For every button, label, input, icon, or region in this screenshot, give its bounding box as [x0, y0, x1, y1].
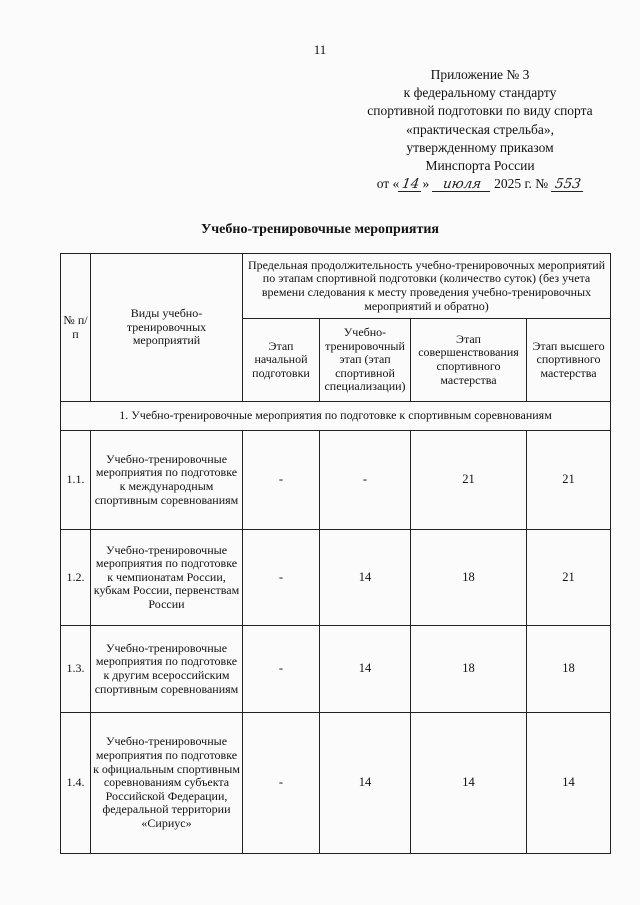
row-name: Учебно-тренировочные мероприятия по подготовке к международным спортивным соревнованиям	[91, 431, 243, 530]
stage-header: Учебно-тренировочный этап (этап спортивной специализации)	[320, 319, 411, 402]
row-value: 21	[527, 431, 611, 530]
appendix-line-4: «практическая стрельба»,	[406, 121, 554, 137]
document-title: Учебно-тренировочные мероприятия	[201, 222, 439, 237]
stage-header: Этап высшего спортивного мастерства	[527, 319, 611, 402]
date-prefix: от «	[376, 176, 400, 192]
appendix-header	[330, 66, 630, 193]
row-value: 14	[320, 713, 411, 854]
table-row	[61, 530, 611, 626]
row-value: 18	[411, 626, 527, 713]
table-row	[61, 431, 611, 530]
section-row	[61, 402, 611, 431]
date-mid: »	[422, 176, 433, 192]
row-value: -	[243, 431, 320, 530]
events-table	[60, 253, 611, 854]
row-value: 18	[411, 530, 527, 626]
row-number: 1.1.	[61, 431, 91, 530]
appendix-line-5: утвержденному приказом	[406, 139, 554, 155]
col-type-header: Виды учебно-тренировочных мероприятий	[91, 254, 243, 402]
table-header-row	[61, 254, 611, 319]
row-name: Учебно-тренировочные мероприятия по подготовке к другим всероссийским спортивным соревнованиям	[91, 626, 243, 713]
row-value: 21	[411, 431, 527, 530]
date-year: 2025 г. №	[490, 176, 552, 192]
row-name: Учебно-тренировочные мероприятия по подготовке к официальным спортивным соревнованиям субъекта Российской Федерации, федеральной территории «Сириус»	[91, 713, 243, 854]
page-number: 11	[313, 42, 327, 57]
row-number: 1.3.	[61, 626, 91, 713]
row-value: 14	[527, 713, 611, 854]
section-title: 1. Учебно-тренировочные мероприятия по подготовке к спортивным соревнованиям	[61, 402, 611, 431]
handwritten-month: июля	[432, 177, 492, 192]
row-value: -	[243, 626, 320, 713]
stage-header: Этап совершенствования спортивного мастерства	[411, 319, 527, 402]
row-number: 1.2.	[61, 530, 91, 626]
row-name: Учебно-тренировочные мероприятия по подготовке к чемпионатам России, кубкам России, первенствам России	[91, 530, 243, 626]
appendix-line-6: Минспорта России	[425, 158, 535, 174]
handwritten-day: 14	[398, 177, 423, 192]
table-row	[61, 626, 611, 713]
table-row	[61, 713, 611, 854]
row-value: -	[243, 530, 320, 626]
col-number-header: № п/п	[61, 254, 91, 402]
appendix-line-2: к федеральному стандарту	[403, 85, 557, 101]
row-value: 21	[527, 530, 611, 626]
row-value: 14	[411, 713, 527, 854]
row-value: 14	[320, 530, 411, 626]
col-group-header: Предельная продолжительность учебно-тренировочных мероприятий по этапам спортивной подготовки (количество суток) (без учета времени следования к месту проведения учебно-тренировочных мероприятий и обратно)	[243, 254, 611, 319]
row-number: 1.4.	[61, 713, 91, 854]
row-value: -	[243, 713, 320, 854]
appendix-line-3: спортивной подготовки по виду спорта	[367, 103, 593, 119]
row-value: 14	[320, 626, 411, 713]
stage-header: Этап начальной подготовки	[243, 319, 320, 402]
appendix-line-1: Приложение № 3	[430, 67, 530, 82]
row-value: 18	[527, 626, 611, 713]
order-date-line	[330, 175, 630, 193]
handwritten-order-number: 553	[550, 177, 584, 192]
row-value: -	[320, 431, 411, 530]
